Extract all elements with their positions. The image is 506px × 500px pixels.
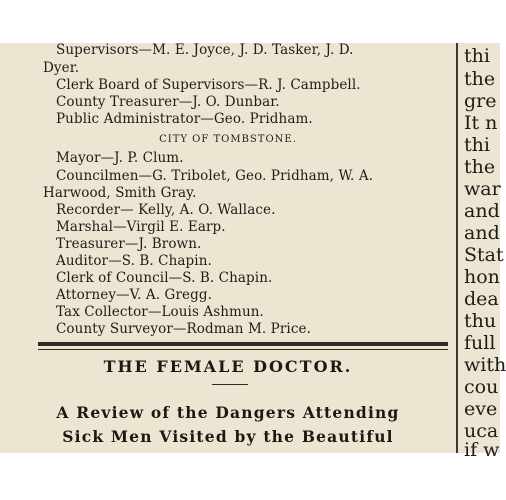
text-fragment: gre (464, 90, 497, 112)
official-line: Harwood, Smith Gray. (43, 185, 197, 201)
column-rule-thick (38, 342, 448, 346)
text-fragment: It n (464, 112, 498, 134)
section-heading-city: CITY OF TOMBSTONE. (159, 134, 297, 145)
text-fragment: Stat (464, 244, 504, 266)
title-divider (212, 384, 248, 385)
text-fragment: uca (464, 420, 499, 442)
official-line: Recorder— Kelly, A. O. Wallace. (56, 202, 276, 218)
left-column (0, 43, 456, 453)
right-column-fragment (464, 43, 506, 461)
text-fragment: dea (464, 288, 499, 310)
official-line: County Treasurer—J. O. Dunbar. (56, 94, 280, 110)
text-fragment: thi (464, 45, 490, 67)
text-fragment: cou (464, 376, 499, 398)
text-fragment: thi (464, 134, 490, 156)
column-divider (456, 43, 458, 453)
official-line: Clerk of Council—S. B. Chapin. (56, 270, 273, 286)
official-line: Mayor—J. P. Clum. (56, 150, 184, 166)
text-fragment: with (464, 354, 506, 376)
column-rule-thin (38, 349, 448, 350)
official-line: Auditor—S. B. Chapin. (56, 253, 212, 269)
official-line: Dyer. (43, 60, 80, 76)
official-line: Tax Collector—Louis Ashmun. (56, 304, 264, 320)
official-line: Public Administrator—Geo. Pridham. (56, 111, 313, 127)
text-fragment: eve (464, 398, 498, 420)
text-fragment: full (464, 332, 496, 354)
text-fragment: the (464, 68, 496, 90)
official-line: Marshal—Virgil E. Earp. (56, 219, 226, 235)
official-line: Supervisors—M. E. Joyce, J. D. Tasker, J. D. (56, 42, 354, 58)
newspaper-clipping (0, 42, 506, 461)
article-title: THE FEMALE DOCTOR. (103, 357, 353, 376)
official-line: County Surveyor—Rodman M. Price. (56, 321, 311, 337)
text-fragment: if w (464, 439, 500, 461)
text-fragment: and (464, 200, 500, 222)
text-fragment: thu (464, 310, 497, 332)
official-line: Attorney—V. A. Gregg. (56, 287, 212, 303)
official-line: Clerk Board of Supervisors—R. J. Campbell. (56, 77, 361, 93)
official-line: Councilmen—G. Tribolet, Geo. Pridham, W. A. (56, 168, 374, 184)
text-fragment: the (464, 156, 496, 178)
text-fragment: war (464, 178, 501, 200)
article-subtitle-line: Sick Men Visited by the Beautiful (62, 427, 394, 446)
text-fragment: hon (464, 266, 500, 288)
article-subtitle-line: A Review of the Dangers Attending (56, 403, 400, 422)
official-line: Treasurer—J. Brown. (56, 236, 202, 252)
text-fragment: and (464, 222, 500, 244)
